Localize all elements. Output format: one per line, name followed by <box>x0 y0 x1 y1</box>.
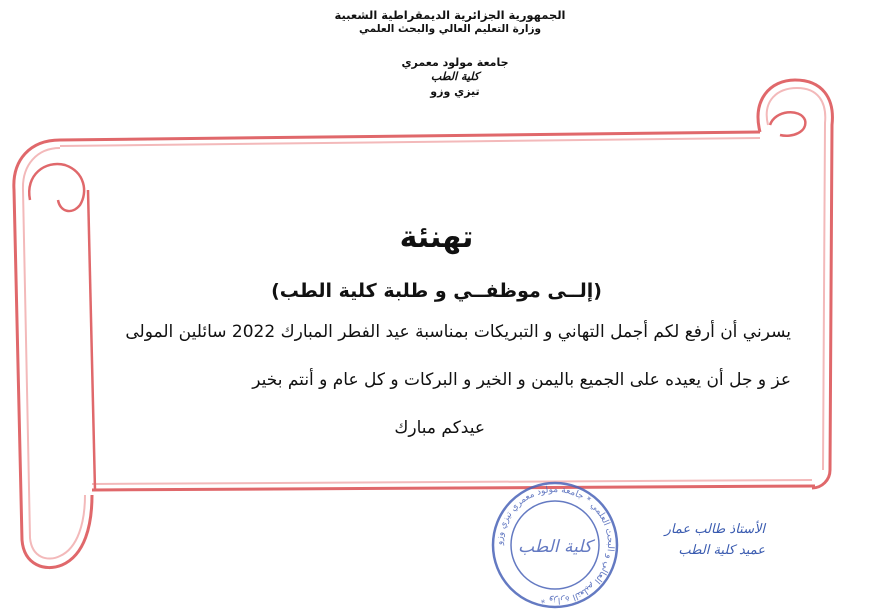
signatory-name: الأستاذ طالب عمار <box>664 522 765 537</box>
scroll-left-roll <box>14 140 95 568</box>
message-line-2: عز و جل أن يعيده على الجميع باليمن و الخير و البركات و كل عام و أنتم بخير <box>252 370 791 390</box>
message-line-3: عيدكم مبارك <box>394 418 485 438</box>
signatory-role: عميد كلية الطب <box>678 542 765 558</box>
city-name: تيزي وزو <box>430 84 480 98</box>
document-subtitle: (إلــى موظفــي و طلبة كلية الطب) <box>271 280 602 302</box>
republic-name: الجمهورية الجزائرية الديمقراطية الشعبية <box>334 8 566 22</box>
university-name: جامعة مولود معمري <box>401 56 509 69</box>
official-stamp <box>493 483 617 607</box>
faculty-name: كلية الطب <box>430 70 480 84</box>
document-title: تهنئة <box>399 220 474 255</box>
stamp-center-text: كلية الطب <box>518 537 592 557</box>
signature-block <box>625 520 765 562</box>
ministry-name: وزارة التعليم العالي والبحث العلمي <box>358 23 542 36</box>
scroll-bottom-edge <box>92 486 815 490</box>
message-line-1: يسرني أن أرفع لكم أجمل التهاني و التبريكات بمناسبة عيد الفطر المبارك 2022 سائلين المولى <box>125 322 791 342</box>
stamp-ring-text: وزارة التعليم العالي و البحث العلمي * جامعة مولود معمري تيزي وزو * <box>494 484 616 606</box>
